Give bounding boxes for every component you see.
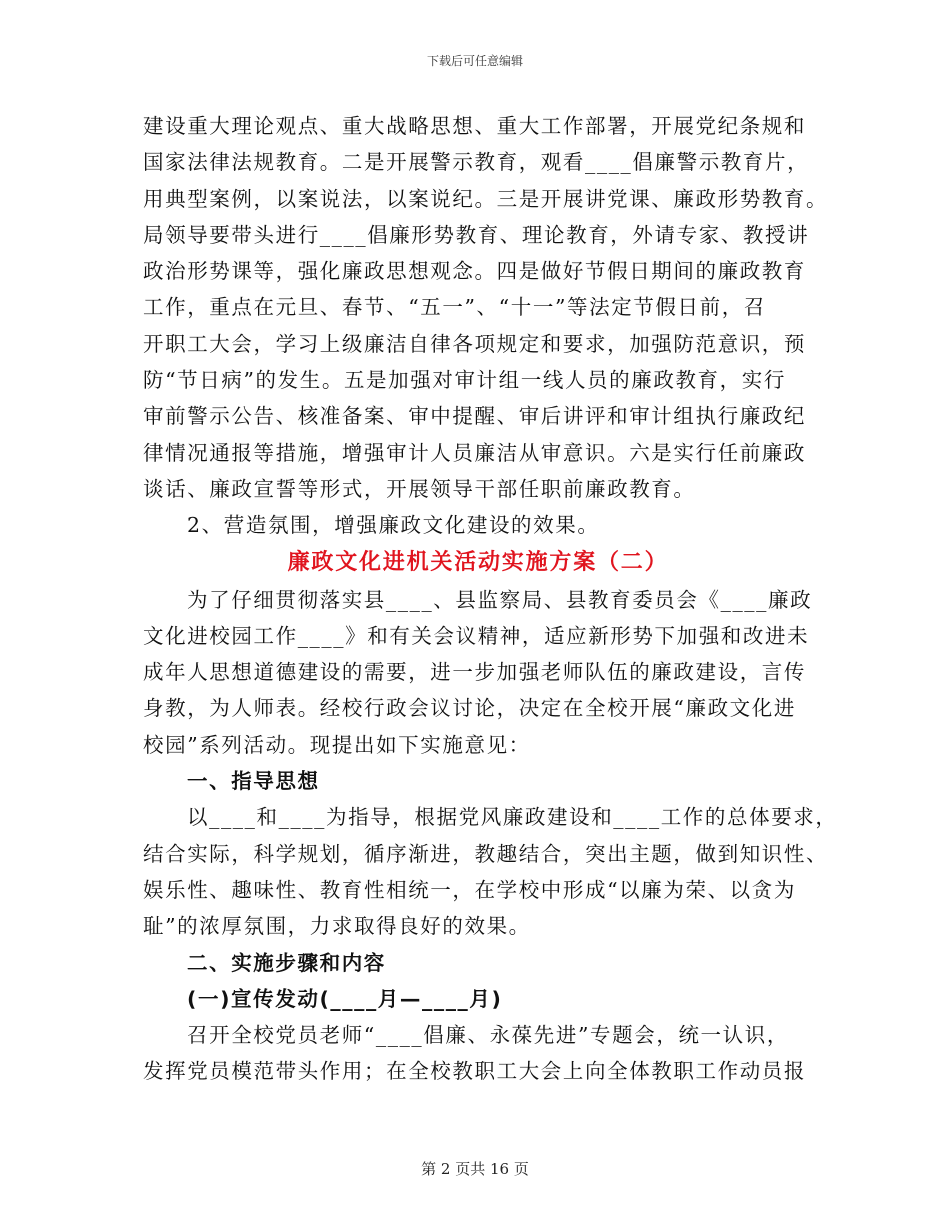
text-line: 身教，为人师表。经校行政会议讨论，决定在全校开展“廉政文化进 [143, 696, 796, 721]
text-line: 工作，重点在元旦、春节、“五一”、“十一”等法定节假日前，召 [143, 295, 766, 320]
text-line: 政治形势课等，强化廉政思想观念。四是做好节假日期间的廉政教育 [143, 259, 806, 284]
section-title: 廉政文化进机关活动实施方案（二） [287, 549, 669, 575]
text-line: 娱乐性、趣味性、教育性相统一，在学校中形成“以廉为荣、以贪为 [143, 877, 796, 902]
text-line: 文化进校园工作____》和有关会议精神，适应新形势下加强和改进未 [143, 623, 810, 648]
text-line: 为了仔细贯彻落实县____、县监察局、县教育委员会《____廉政 [187, 587, 813, 612]
text-line: 建设重大理论观点、重大战略思想、重大工作部署，开展党纪条规和 [143, 114, 806, 138]
paragraph-guiding-ideology [143, 799, 838, 944]
page-footer: 第 2 页共 16 页 [421, 1160, 529, 1178]
text-line: 结合实际，科学规划，循序渐进，教趣结合，突出主题，做到知识性、 [143, 841, 829, 866]
paragraph-atmosphere: 2、营造氛围，增强廉政文化建设的效果。 [187, 513, 600, 538]
text-line: 审前警示公告、核准备案、审中提醒、审后讲评和审计组执行廉政纪 [143, 404, 806, 429]
text-line: 以____和____为指导，根据党风廉政建设和____工作的总体要求， [187, 805, 838, 830]
text-line: 耻”的浓厚氛围，力求取得良好的效果。 [143, 914, 531, 939]
heading-implementation-steps: 二、实施步骤和内容 [187, 950, 386, 975]
paragraph-introduction [143, 582, 813, 763]
text-line: 成年人思想道德建设的需要，进一步加强老师队伍的廉政建设，言传 [143, 660, 806, 685]
paragraph-publicity [143, 1017, 813, 1090]
text-line: 召开全校党员老师“____倡廉、永葆先进”专题会，统一认识， [187, 1023, 789, 1048]
heading-publicity-mobilization: (一)宣传发动(____月—____月) [187, 986, 503, 1011]
text-line: 国家法律法规教育。二是开展警示教育，观看____倡廉警示教育片， [143, 150, 810, 175]
text-line: 谈话、廉政宣誓等形式，开展领导干部任职前廉政教育。 [143, 476, 696, 501]
text-line: 用典型案例，以案说法，以案说纪。三是开展讲党课、廉政形势教育。 [143, 186, 829, 211]
text-line: 校园”系列活动。现提出如下实施意见： [143, 732, 531, 757]
paragraph-education-measures [143, 108, 829, 507]
heading-guiding-ideology: 一、指导思想 [187, 769, 320, 794]
text-line: 开职工大会，学习上级廉洁自律各项规定和要求，加强防范意识，预 [143, 331, 806, 356]
text-line: 局领导要带头进行____倡廉形势教育、理论教育，外请专家、教授讲 [143, 222, 810, 247]
page-header: 下载后可任意编辑 [426, 54, 523, 68]
text-line: 防“节日病”的发生。五是加强对审计组一线人员的廉政教育，实行 [143, 368, 786, 393]
text-line: 律情况通报等措施，增强审计人员廉洁从审意识。六是实行任前廉政 [143, 440, 806, 465]
text-line: 发挥党员模范带头作用；在全校教职工大会上向全体教职工作动员报 [143, 1059, 806, 1084]
document-body [143, 108, 838, 1090]
